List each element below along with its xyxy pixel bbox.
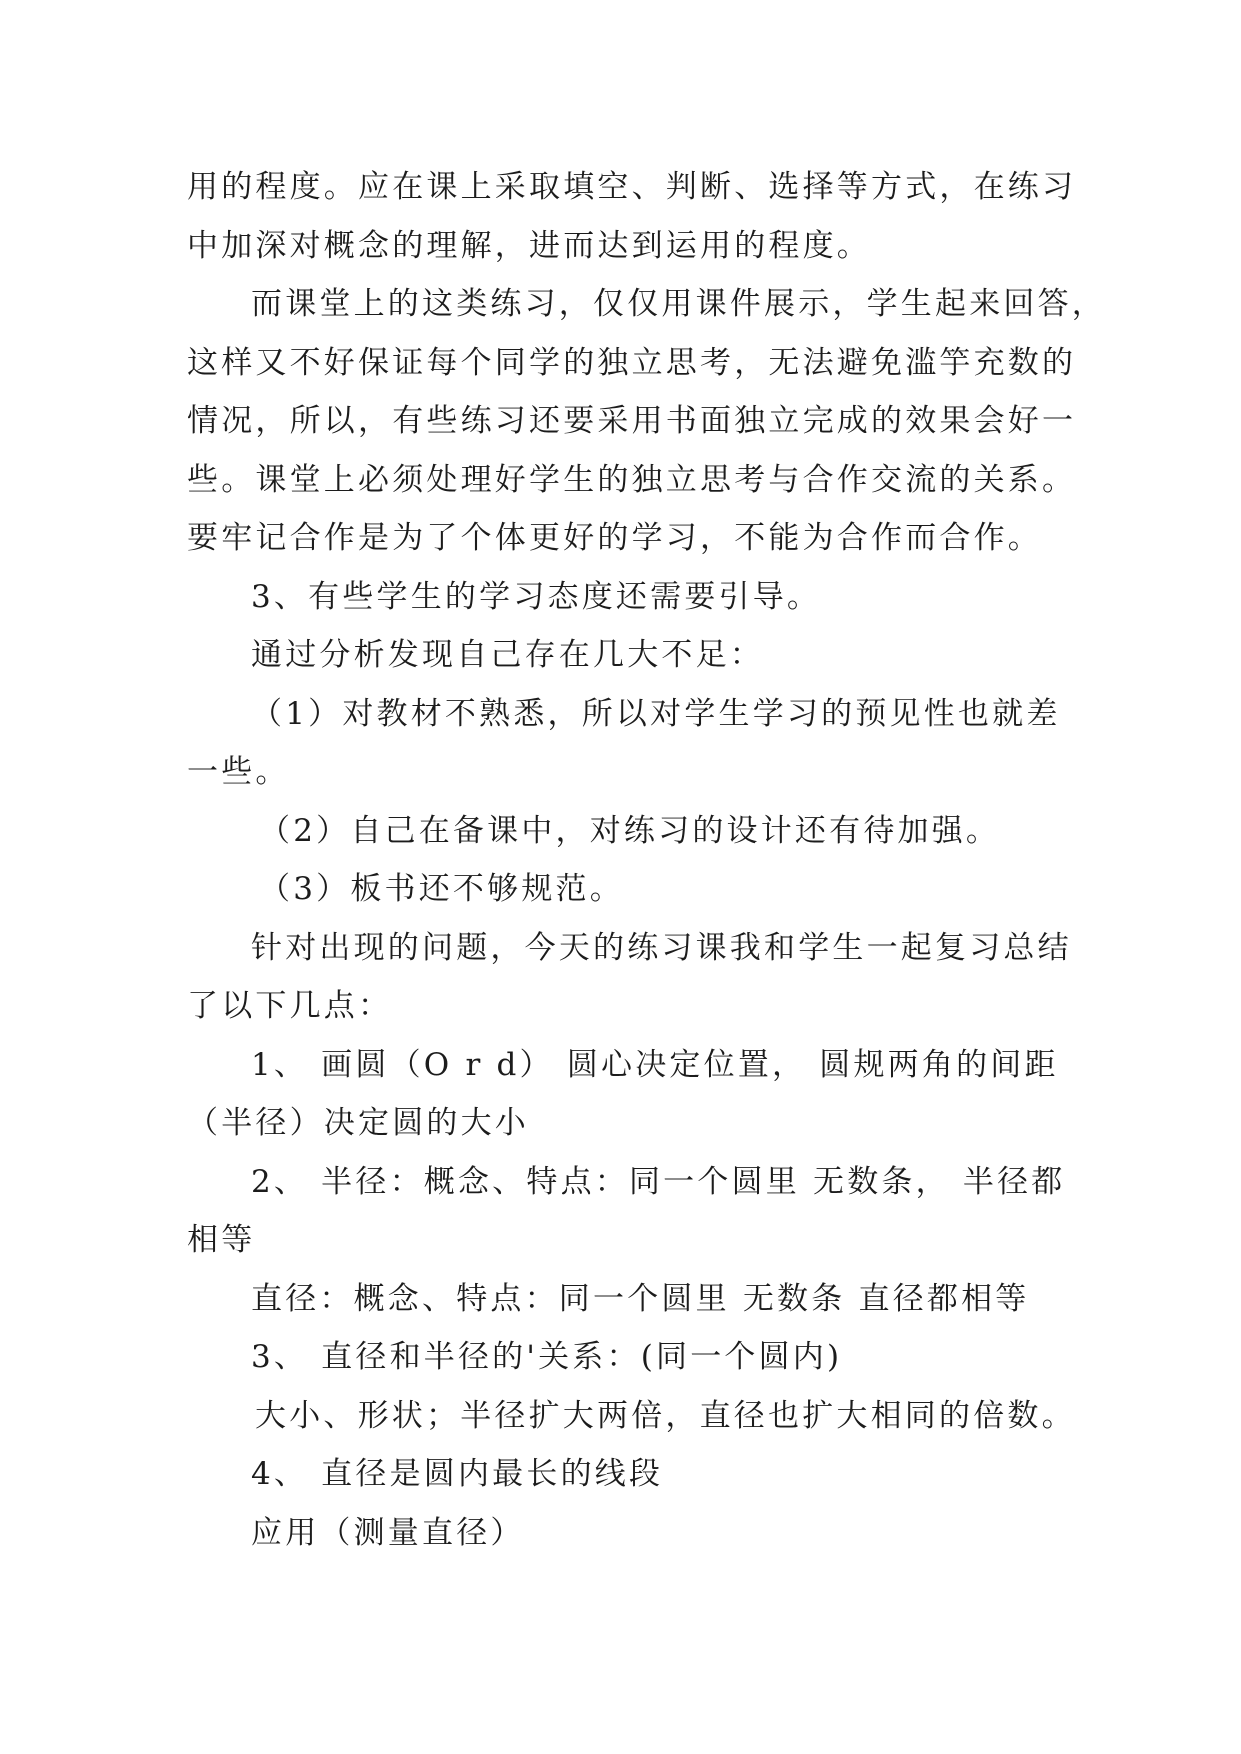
text-line-8: 3、有些学生的学习态度还需要引导。 [251, 578, 822, 615]
text-line-14: 针对出现的问题，今天的练习课我和学生一起复习总结 [251, 929, 1072, 966]
text-line-4: 这样又不好保证每个同学的独立思考，无法避免滥竽充数的 [187, 344, 1077, 381]
text-line-20: 直径：概念、特点：同一个圆里 无数条 直径都相等 [251, 1280, 1030, 1317]
text-line-12: （2）自己在备课中，对练习的设计还有待加强。 [259, 812, 1001, 849]
text-line-19: 相等 [187, 1222, 256, 1258]
text-line-7: 要牢记合作是为了个体更好的学习，不能为合作而合作。 [187, 520, 1042, 556]
text-line-24: 应用（测量直径） [251, 1514, 525, 1551]
document-page [187, 158, 1106, 1562]
text-line-23: 4、 直径是圆内最长的线段 [251, 1456, 664, 1492]
text-line-6: 些。课堂上必须处理好学生的独立思考与合作交流的关系。 [187, 461, 1077, 498]
text-line-9: 通过分析发现自己存在几大不足： [251, 637, 764, 673]
text-line-16: 1、 画圆（O r d） 圆心决定位置， 圆规两角的间距 [251, 1046, 1059, 1083]
text-line-10: （1）对教材不熟悉，所以对学生学习的预见性也就差 [251, 695, 1061, 732]
text-line-3: 而课堂上的这类练习，仅仅用课件展示，学生起来回答， [251, 286, 1106, 322]
text-line-21: 3、 直径和半径的'关系：(同一个圆内) [251, 1339, 843, 1375]
text-line-15: 了以下几点： [187, 988, 393, 1024]
text-line-22: 大小、形状；半径扩大两倍，直径也扩大相同的倍数。 [255, 1397, 1076, 1434]
text-line-1: 用的程度。应在课上采取填空、判断、选择等方式，在练习 [187, 169, 1077, 205]
text-line-11: 一些。 [187, 754, 290, 790]
text-line-5: 情况，所以，有些练习还要采用书面独立完成的效果会好一 [187, 403, 1077, 439]
text-line-17: （半径）决定圆的大小 [187, 1105, 529, 1141]
text-line-13: （3）板书还不够规范。 [259, 871, 624, 907]
text-line-18: 2、 半径：概念、特点：同一个圆里 无数条， 半径都 [251, 1163, 1066, 1200]
text-line-2: 中加深对概念的理解，进而达到运用的程度。 [187, 227, 871, 264]
